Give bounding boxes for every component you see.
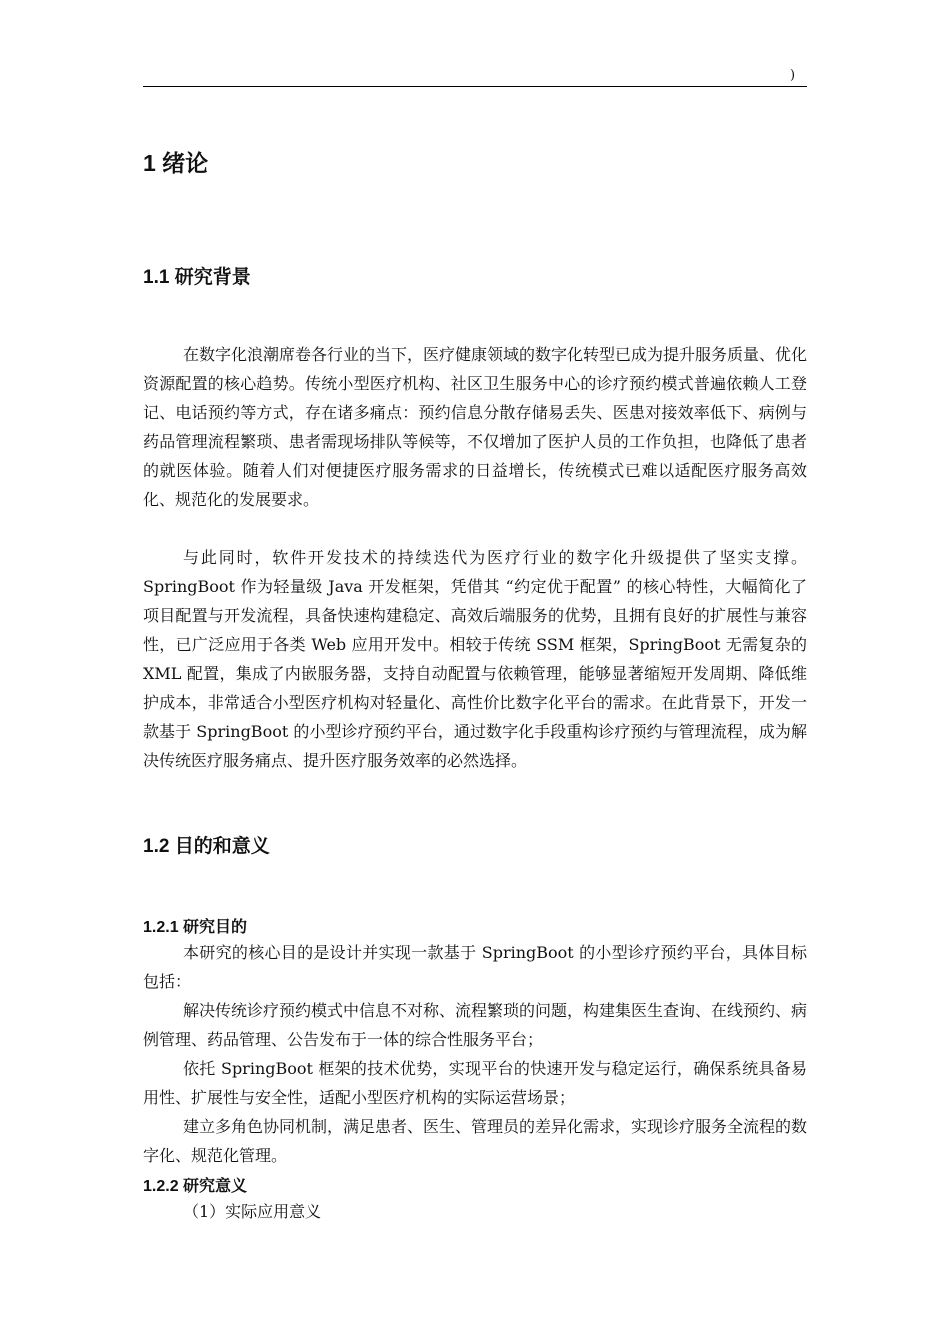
paragraph-background-2: 与此同时，软件开发技术的持续迭代为医疗行业的数字化升级提供了坚实支撑。SpringBoot 作为轻量级 Java 开发框架，凭借其 “约定优于配置” 的核心特性，大幅简化了项目配置与开发流程，具备快速构建稳定、高效后端服务的优势，且拥有良好的扩展性与兼容性，已广泛应用于各类 Web 应用开发中。相较于传统 SSM 框架，SpringBoot 无需复杂的 XML 配置，集成了内嵌服务器，支持自动配置与依赖管理，能够显著缩短开发周期、降低维护成本，非常适合小型医疗机构对轻量化、高性价比数字化平台的需求。在此背景下，开发一款基于 SpringBoot 的小型诊疗预约平台，通过数字化手段重构诊疗预约与管理流程，成为解决传统医疗服务痛点、提升医疗服务效率的必然选择。 — [143, 548, 807, 770]
header-rule — [143, 86, 807, 87]
paragraph-background-1: 在数字化浪潮席卷各行业的当下，医疗健康领域的数字化转型已成为提升服务质量、优化资源配置的核心趋势。传统小型医疗机构、社区卫生服务中心的诊疗预约模式普遍依赖人工登记、电话预约等方式，存在诸多痛点：预约信息分散存储易丢失、医患对接效率低下、病例与药品管理流程繁琐、患者需现场排队等候等，不仅增加了医护人员的工作负担，也降低了患者的就医体验。随着人们对便捷医疗服务需求的日益增长，传统模式已难以适配医疗服务高效化、规范化的发展要求。 — [143, 345, 808, 509]
paragraph-purpose-1: 本研究的核心目的是设计并实现一款基于 SpringBoot 的小型诊疗预约平台，具体目标包括： — [143, 943, 807, 991]
section-title-1-1: 1.1 研究背景 — [143, 267, 251, 288]
paragraph-purpose-2: 解决传统诊疗预约模式中信息不对称、流程繁琐的问题，构建集医生查询、在线预约、病例管理、药品管理、公告发布于一体的综合性服务平台； — [143, 1001, 808, 1049]
paragraph-purpose-3: 依托 SpringBoot 框架的技术优势，实现平台的快速开发与稳定运行，确保系统具备易用性、扩展性与安全性，适配小型医疗机构的实际运营场景； — [143, 1059, 807, 1107]
subsection-title-1-2-1: 1.2.1 研究目的 — [143, 919, 248, 936]
header-mark: ) — [790, 68, 796, 83]
list-item-practical-significance: （1）实际应用意义 — [183, 1202, 322, 1221]
section-title-1-2: 1.2 目的和意义 — [143, 836, 270, 857]
paragraph-purpose-4: 建立多角色协同机制，满足患者、医生、管理员的差异化需求，实现诊疗服务全流程的数字化、规范化管理。 — [143, 1117, 808, 1165]
chapter-title: 1 绪论 — [143, 150, 209, 176]
subsection-title-1-2-2: 1.2.2 研究意义 — [143, 1178, 248, 1195]
